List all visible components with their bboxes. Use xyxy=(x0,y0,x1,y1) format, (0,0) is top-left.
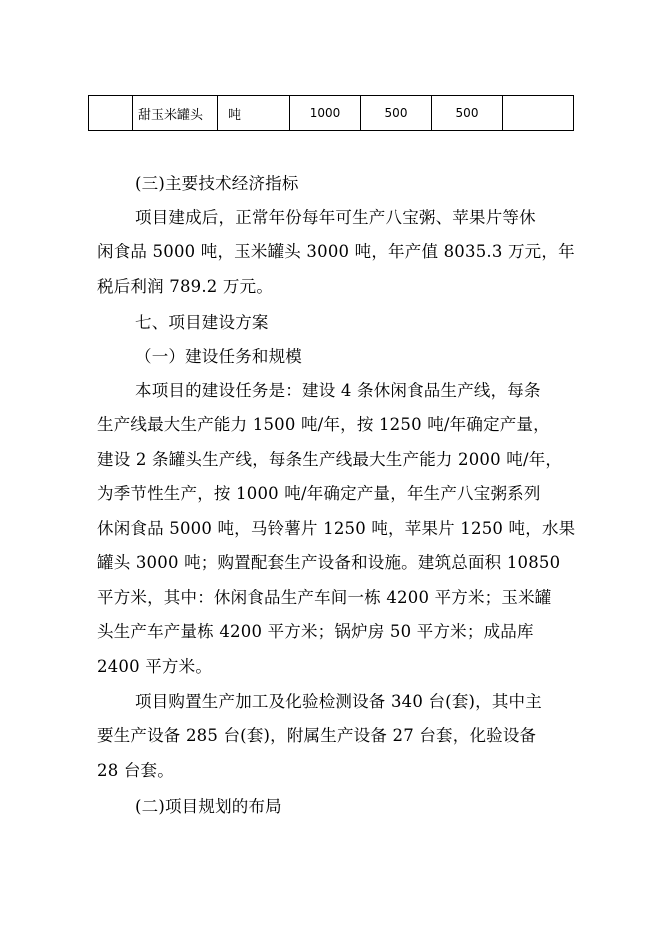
paragraph-line: 生产线最大生产能力 1500 吨/年，按 1250 吨/年确定产量， xyxy=(97,415,550,434)
paragraph-line: 休闲食品 5000 吨，马铃薯片 1250 吨，苹果片 1250 吨，水果 xyxy=(97,519,576,538)
section-heading-tasks: （一）建设任务和规模 xyxy=(135,347,302,366)
paragraph-line: 为季节性生产，按 1000 吨/年确定产量，年生产八宝粥系列 xyxy=(97,484,541,503)
table-cell-index xyxy=(89,96,133,131)
table-cell-value-1: 1000 xyxy=(290,96,361,131)
product-table xyxy=(88,95,574,131)
paragraph-line: 本项目的建设任务是：建设 4 条休闲食品生产线，每条 xyxy=(135,381,541,400)
table-cell-unit: 吨 xyxy=(218,96,290,131)
paragraph-line: 28 台套。 xyxy=(97,761,174,780)
section-heading-layout: (二)项目规划的布局 xyxy=(135,797,282,816)
paragraph-line: 项目建成后，正常年份每年可生产八宝粥、苹果片等休 xyxy=(135,208,536,227)
paragraph-line: 平方米，其中：休闲食品生产车间一栋 4200 平方米；玉米罐 xyxy=(97,588,552,607)
table-row xyxy=(89,96,574,131)
table-cell-value-2: 500 xyxy=(361,96,432,131)
table-cell-product: 甜玉米罐头 xyxy=(133,96,218,131)
paragraph-line: 项目购置生产加工及化验检测设备 340 台(套)，其中主 xyxy=(135,692,542,711)
paragraph-line: 头生产车产量栋 4200 平方米；锅炉房 50 平方米；成品库 xyxy=(97,622,534,641)
paragraph-line: 罐头 3000 吨；购置配套生产设备和设施。建筑总面积 10850 xyxy=(97,553,561,572)
paragraph-line: 税后利润 789.2 万元。 xyxy=(97,277,274,296)
chapter-heading: 七、项目建设方案 xyxy=(135,313,269,332)
section-heading-indicators: (三)主要技术经济指标 xyxy=(135,174,299,193)
table-cell-value-3: 500 xyxy=(432,96,503,131)
paragraph-line: 闲食品 5000 吨，玉米罐头 3000 吨，年产值 8035.3 万元，年 xyxy=(97,242,575,261)
paragraph-line: 要生产设备 285 台(套)，附属生产设备 27 台套，化验设备 xyxy=(97,726,537,745)
table-cell-empty xyxy=(503,96,574,131)
paragraph-line: 2400 平方米。 xyxy=(97,657,213,676)
paragraph-line: 建设 2 条罐头生产线，每条生产线最大生产能力 2000 吨/年， xyxy=(97,450,563,469)
